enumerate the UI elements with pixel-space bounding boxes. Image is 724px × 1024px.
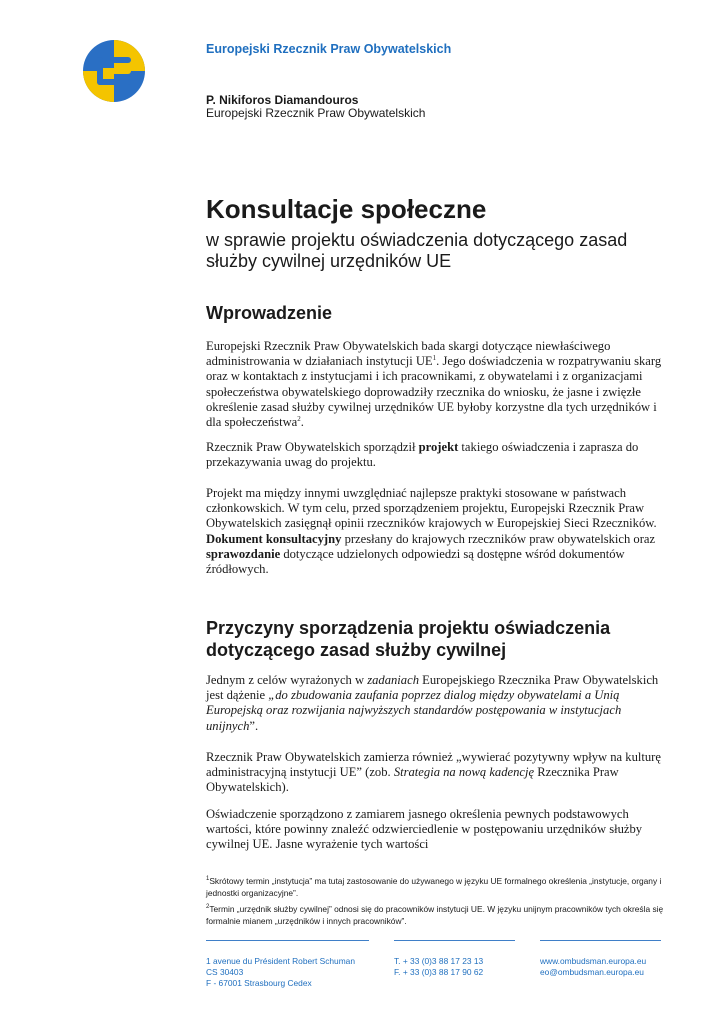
text-run-italic: zadaniach (367, 673, 419, 687)
page-title: Konsultacje społeczne (206, 194, 487, 224)
footnote-ref-2: 2 (297, 414, 301, 423)
phone-number: T. + 33 (0)3 88 17 23 13 (394, 956, 484, 966)
text-run: dotyczące udzielonych odpowiedzi są dostępne wśród dokumentów źródłowych. (206, 546, 625, 577)
ombudsman-logo-icon (83, 40, 145, 102)
text-run: Jednym z celów wyrażonych w (206, 673, 368, 687)
reasons-heading: Przyczyny sporządzenia projektu oświadczenia dotyczącego zasad służby cywilnej (206, 618, 611, 660)
consultation-document-link[interactable]: Dokument konsultacyjny (206, 531, 342, 546)
email-link[interactable]: eo@ombudsman.europa.eu (540, 967, 644, 977)
footnote-ref-1: 1 (432, 354, 437, 363)
projekt-link[interactable]: projekt (418, 440, 459, 454)
footer-divider (206, 940, 369, 941)
text-run: Projekt ma między innymi uwzględniać najlepsze praktyki stosowane w państwach członkowskich. W tym celu, przed sporządzeniem projektu, Europejski Rzecznik Praw Obywatelskich zasięgnął opinii rzeczników krajowych w Europejskiej Sieci Rzeczników. (206, 486, 657, 531)
quote-italic: „do zbudowania zaufania poprzez dialog między obywatelami a Unią Europejską oraz rozwijania najwyższych standardów postępowania w instytucjach unijnych (206, 688, 622, 733)
footer-divider (394, 940, 515, 941)
footer-web (540, 956, 646, 978)
page-subtitle: w sprawie projektu oświadczenia dotyczącego zasad służby cywilnej urzędników UE (206, 230, 628, 271)
address-line: 1 avenue du Président Robert Schuman (206, 956, 355, 966)
reasons-paragraph-1 (206, 673, 666, 734)
footnote-text: Termin „urzędnik służby cywilnej” odnosi się do pracowników instytucji UE. W języku unijnym pracowników tych określa się formalnie mianem „urzędników i innych pracowników”. (206, 904, 664, 926)
intro-paragraph-1 (206, 339, 666, 430)
footnote-number: 1 (206, 876, 210, 883)
text-run-italic: Strategia na nową kadencję (393, 765, 535, 780)
text-run: takiego oświadczenia i zaprasza do przekazywania uwag do projektu. (206, 440, 639, 470)
footnote-2 (206, 904, 666, 927)
text-run: . Jego doświadczenia w rozpatrywaniu skarg oraz w kontaktach z instytucjami i ich pracownikami, z obywatelami i z organizacjami społeczeństwa obywatelskiego doprowadziły rzecznika do wniosku, że jasne i zwięzłe określenie zasad służby cywilnej urzędników UE byłoby korzystne dla tych urzędników i dla społeczeństwa (206, 354, 662, 430)
author-role: Europejski Rzecznik Praw Obywatelskich (206, 106, 426, 120)
intro-paragraph-3 (206, 486, 666, 577)
intro-heading: Wprowadzenie (206, 303, 333, 323)
footnote-1 (206, 876, 666, 899)
text-run: Rzecznik Praw Obywatelskich sporządził (206, 440, 419, 454)
footer-address (206, 956, 355, 989)
footer-divider (540, 940, 661, 941)
text-run: Europejskiego Rzecznika Praw Obywatelskich jest dążenie (206, 673, 659, 703)
intro-paragraph-2 (206, 440, 666, 470)
reasons-paragraph-3: Oświadczenie sporządzono z zamiarem jasnego określenia pewnych podstawowych wartości, które powinny znaleźć odzwierciedlenie w postępowaniu urzędników służby cywilnej UE. Jasne wyrażenie tych wartości (206, 807, 643, 852)
footnote-number: 2 (206, 904, 210, 911)
address-line: F - 67001 Strasbourg Cedex (206, 978, 312, 988)
text-run: Rzecznika Praw Obywatelskich). (206, 765, 619, 795)
reasons-paragraph-2 (206, 750, 666, 796)
author-block (206, 94, 425, 120)
website-link[interactable]: www.ombudsman.europa.eu (540, 956, 647, 966)
text-run: Europejski Rzecznik Praw Obywatelskich bada skargi dotyczące niewłaściwego administrowania w działaniach instytucji UE (206, 339, 611, 369)
text-run: ”. (249, 718, 259, 733)
text-run: Rzecznik Praw Obywatelskich zamierza również „wywierać pozytywny wpływ na kulturę administracyjną instytucji UE” (zob. (206, 750, 661, 780)
text-run: przesłany do krajowych rzeczników praw obywatelskich oraz (341, 531, 656, 546)
author-name: P. Nikiforos Diamandouros (206, 93, 359, 107)
report-link[interactable]: sprawozdanie (206, 546, 281, 561)
footnote-text: Skrótowy termin „instytucja” ma tutaj zastosowanie do używanego w języku UE formalnego określenia „instytucje, organy i jednostki organizacyjne”. (206, 876, 662, 898)
address-line: CS 30403 (206, 967, 244, 977)
text-run: . (300, 415, 304, 430)
organization-name: Europejski Rzecznik Praw Obywatelskich (206, 42, 452, 56)
fax-number: F. + 33 (0)3 88 17 90 62 (394, 967, 484, 977)
footer-contact (394, 956, 483, 978)
